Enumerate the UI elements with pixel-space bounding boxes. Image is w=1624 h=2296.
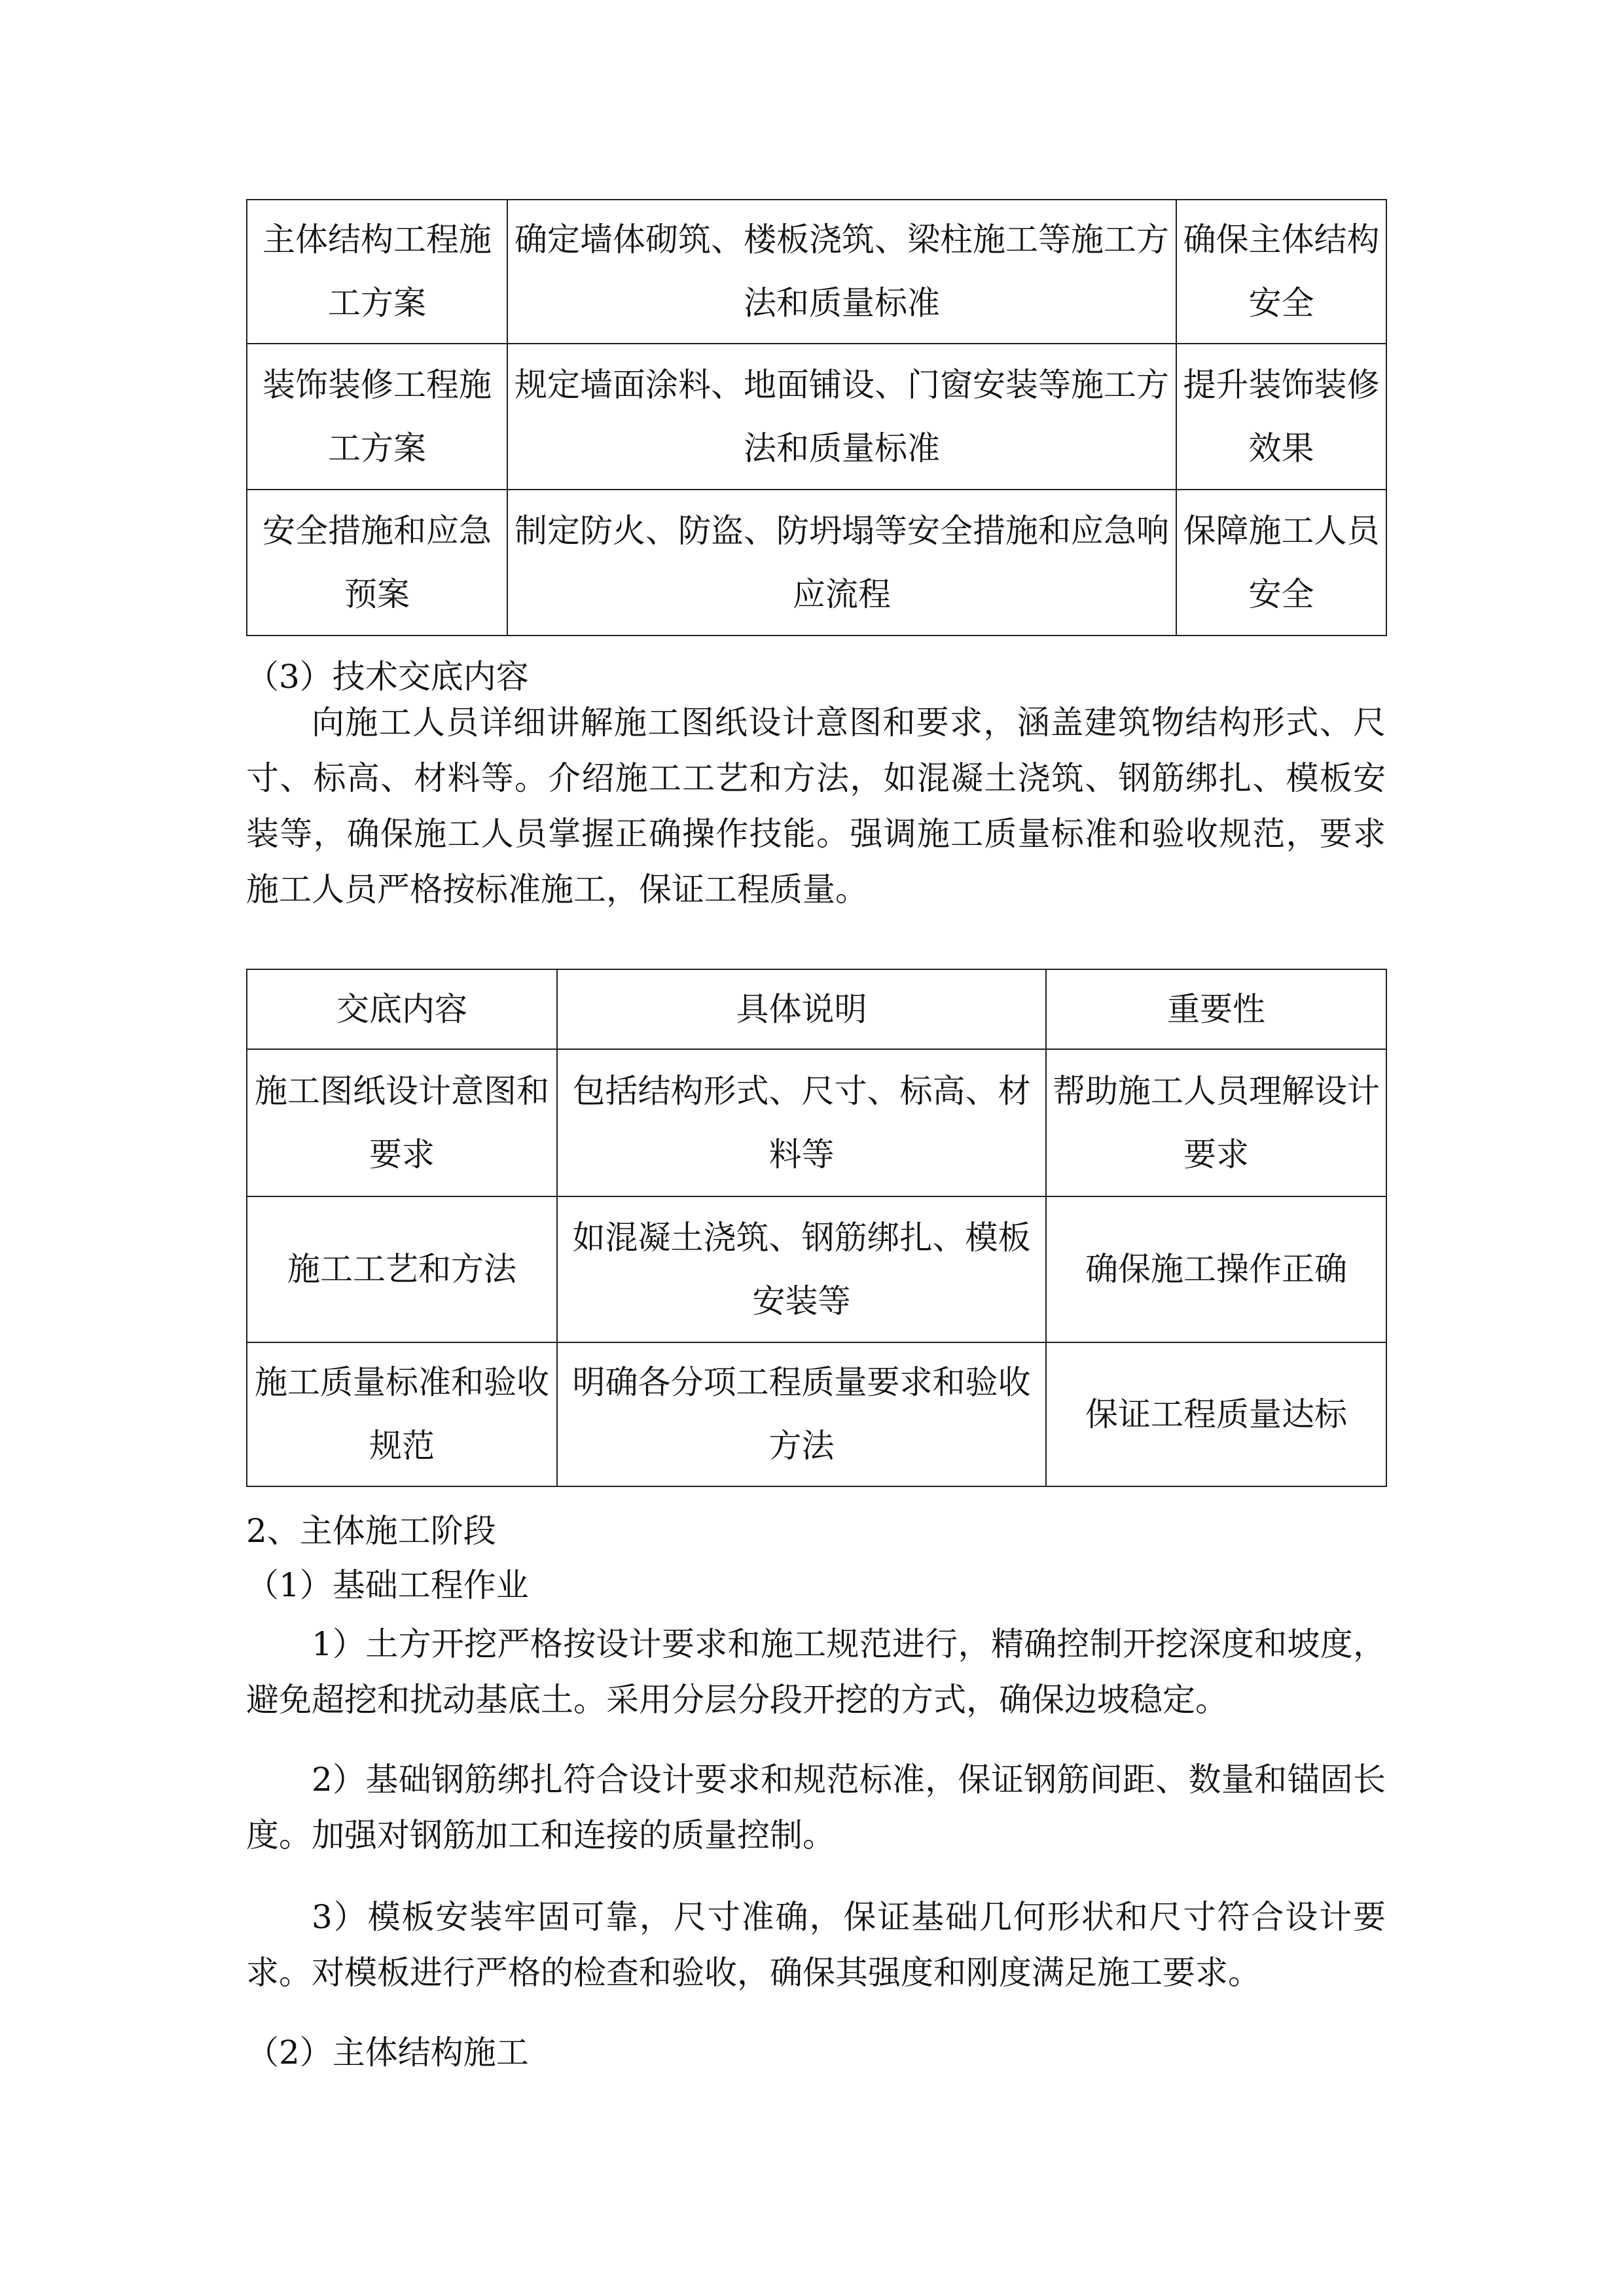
column-header: 交底内容	[247, 969, 557, 1049]
table-cell: 规定墙面涂料、地面铺设、门窗安装等施工方法和质量标准	[507, 344, 1176, 490]
table-row	[247, 1342, 1386, 1486]
table-row	[247, 344, 1386, 490]
subheading-foundation-work: （1）基础工程作业	[246, 1566, 529, 1604]
table-cell: 明确各分项工程质量要求和验收方法	[557, 1342, 1046, 1486]
column-header: 重要性	[1046, 969, 1386, 1049]
list-item: 2）基础钢筋绑扎符合设计要求和规范标准，保证钢筋间距、数量和锚固长度。加强对钢筋加工和连接的质量控制。	[246, 1761, 1386, 1854]
table-cell: 安全措施和应急预案	[247, 490, 507, 636]
table-cell: 确定墙体砌筑、楼板浇筑、梁柱施工等施工方法和质量标准	[507, 200, 1176, 344]
construction-plan-table	[246, 199, 1387, 636]
table-cell: 施工图纸设计意图和要求	[247, 1049, 557, 1196]
table-cell: 保证工程质量达标	[1046, 1342, 1386, 1486]
table-cell: 提升装饰装修效果	[1176, 344, 1386, 490]
table-row	[247, 490, 1386, 636]
table-cell: 制定防火、防盗、防坍塌等安全措施和应急响应流程	[507, 490, 1176, 636]
subheading-main-structure: （2）主体结构施工	[246, 2034, 529, 2072]
table-cell: 帮助施工人员理解设计要求	[1046, 1049, 1386, 1196]
table-cell: 包括结构形式、尺寸、标高、材料等	[557, 1049, 1046, 1196]
list-item: 3）模板安装牢固可靠，尺寸准确，保证基础几何形状和尺寸符合设计要求。对模板进行严格的检查和验收，确保其强度和刚度满足施工要求。	[246, 1898, 1386, 1992]
section-heading-technical-briefing: （3）技术交底内容	[246, 658, 529, 696]
table-row	[247, 200, 1386, 344]
table-cell: 确保主体结构安全	[1176, 200, 1386, 344]
column-header: 具体说明	[557, 969, 1046, 1049]
briefing-content-table	[246, 969, 1387, 1487]
table-cell: 装饰装修工程施工方案	[247, 344, 507, 490]
table-cell: 施工工艺和方法	[247, 1196, 557, 1342]
table-header-row	[247, 969, 1386, 1049]
technical-briefing-paragraph: 向施工人员详细讲解施工图纸设计意图和要求，涵盖建筑物结构形式、尺寸、标高、材料等。介绍施工工艺和方法，如混凝土浇筑、钢筋绑扎、模板安装等，确保施工人员掌握正确操作技能。强调施工质量标准和验收规范，要求施工人员严格按标准施工，保证工程质量。	[246, 704, 1386, 908]
table-cell: 施工质量标准和验收规范	[247, 1342, 557, 1486]
table-row	[247, 1049, 1386, 1196]
stage-heading-main-construction: 2、主体施工阶段	[246, 1512, 496, 1550]
table-cell: 如混凝土浇筑、钢筋绑扎、模板安装等	[557, 1196, 1046, 1342]
table-cell: 确保施工操作正确	[1046, 1196, 1386, 1342]
table-cell: 保障施工人员安全	[1176, 490, 1386, 636]
list-item: 1）土方开挖严格按设计要求和施工规范进行，精确控制开挖深度和坡度，避免超挖和扰动基底土。采用分层分段开挖的方式，确保边坡稳定。	[246, 1625, 1386, 1719]
table-row	[247, 1196, 1386, 1342]
table-cell: 主体结构工程施工方案	[247, 200, 507, 344]
